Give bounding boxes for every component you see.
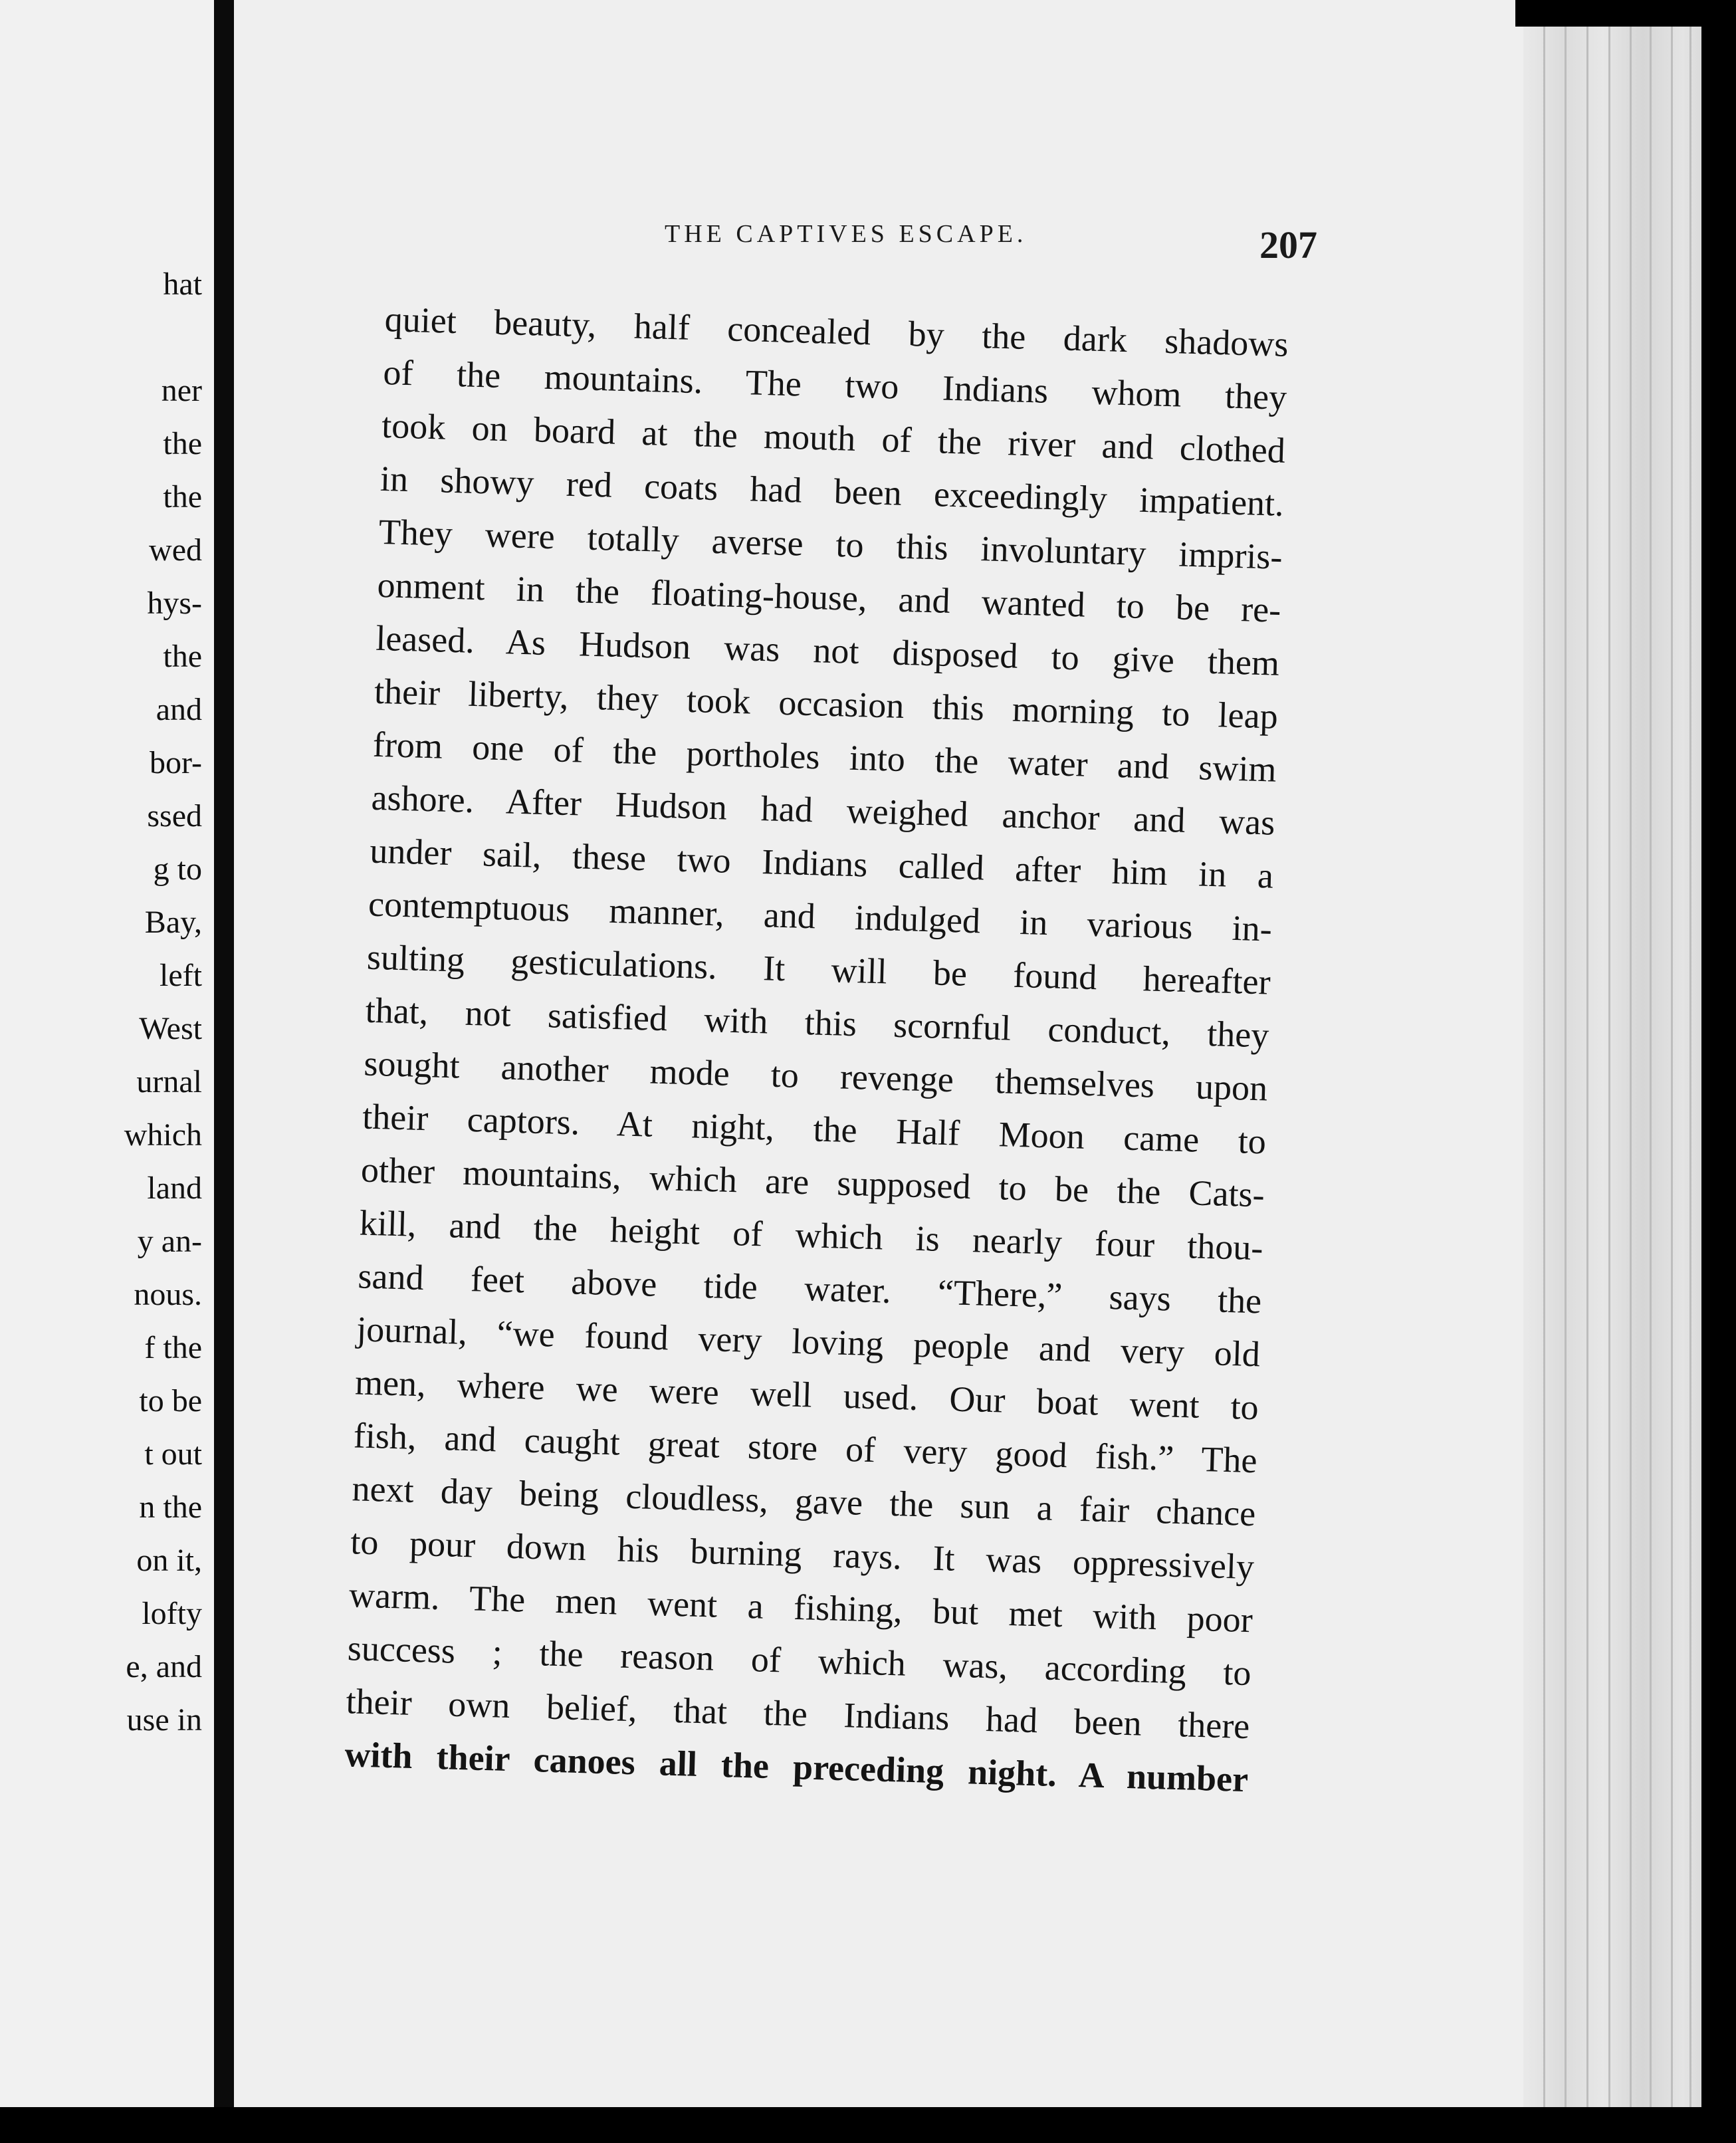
text-line: their captors. At night, the Half Moon came to <box>362 1096 1267 1162</box>
left-page-line: g to <box>153 851 202 887</box>
left-page-line: which <box>124 1117 202 1153</box>
body-text <box>344 292 1329 1807</box>
left-page-line: the <box>163 639 202 674</box>
left-page-line: n the <box>139 1490 202 1525</box>
text-line: onment in the floating-house, and wanted to be re- <box>376 564 1282 630</box>
text-line: ashore. After Hudson had weighed anchor and was <box>370 777 1276 843</box>
left-page-line: bor- <box>149 745 202 780</box>
text-line: from one of the portholes into the water and swim <box>372 724 1277 790</box>
left-page-line: f the <box>144 1330 202 1365</box>
text-line: contemptuous manner, and indulged in various in- <box>368 883 1273 949</box>
left-page-line: e, and <box>126 1649 202 1684</box>
left-page-line: lofty <box>142 1596 202 1631</box>
scan-border-right <box>1701 0 1736 2143</box>
left-page-fragment <box>0 0 214 2143</box>
running-header: THE CAPTIVES ESCAPE. <box>665 220 1028 248</box>
text-line: other mountains, which are supposed to be the Cats- <box>360 1149 1265 1215</box>
text-line: in showy red coats had been exceedingly impatient. <box>380 458 1285 524</box>
left-page-line: hys- <box>147 586 202 621</box>
left-page-line: Bay, <box>144 905 202 940</box>
scan-border-bottom <box>0 2107 1736 2143</box>
left-page-line: nous. <box>134 1277 202 1312</box>
text-line: with their canoes all the preceding night. A number <box>344 1734 1249 1800</box>
left-page-line: wed <box>149 532 202 568</box>
left-page-line: West <box>139 1011 202 1046</box>
left-page-line: hat <box>163 267 202 302</box>
left-page-line: use in <box>126 1702 202 1738</box>
text-line: They were totally averse to this involuntary impris- <box>378 511 1283 577</box>
book-gutter <box>214 0 234 2143</box>
left-page-line: land <box>147 1171 202 1206</box>
text-line: their own belief, that the Indians had been there <box>345 1681 1251 1747</box>
text-line: under sail, these two Indians called after him in a <box>369 830 1274 896</box>
page-number: 207 <box>1259 223 1317 267</box>
text-line: men, where we were well used. Our boat went to <box>354 1362 1259 1428</box>
text-line: of the mountains. The two Indians whom they <box>382 352 1287 417</box>
left-page-line: t out <box>144 1436 202 1472</box>
left-page-line: on it, <box>136 1543 202 1578</box>
text-line: leased. As Hudson was not disposed to give them <box>375 618 1280 683</box>
left-page-line: the <box>163 426 202 461</box>
text-line: success ; the reason of which was, according to <box>347 1628 1252 1694</box>
left-page-line: ner <box>161 373 202 408</box>
text-line: that, not satisfied with this scornful conduct, they <box>365 990 1270 1056</box>
left-page-line: ssed <box>147 798 202 834</box>
text-line: their liberty, they took occasion this morning to leap <box>374 671 1279 736</box>
text-line: quiet beauty, half concealed by the dark shadows <box>384 298 1289 364</box>
text-line: sulting gesticulations. It will be found hereafter <box>366 937 1271 1002</box>
text-line: journal, “we found very loving people and very old <box>356 1309 1261 1375</box>
text-line: to pour down his burning rays. It was oppressively <box>350 1522 1255 1587</box>
text-line: took on board at the mouth of the river and clothed <box>381 405 1286 471</box>
text-line: kill, and the height of which is nearly four thou- <box>359 1202 1264 1268</box>
text-line: sought another mode to revenge themselves upon <box>363 1043 1268 1109</box>
left-page-line: to be <box>139 1383 202 1418</box>
page-block-edges <box>1523 27 1728 2134</box>
text-line: fish, and caught great store of very good fish.” The <box>353 1415 1258 1481</box>
left-page-line: and <box>156 692 202 727</box>
left-page-line: the <box>163 479 202 514</box>
left-page-line: left <box>160 958 202 993</box>
left-page-line: y an- <box>137 1224 202 1259</box>
text-line: warm. The men went a fishing, but met with poor <box>348 1575 1253 1640</box>
text-line: next day being cloudless, gave the sun a fair chance <box>351 1468 1257 1534</box>
left-page-line: urnal <box>136 1064 202 1099</box>
text-line: sand feet above tide water. “There,” says the <box>357 1256 1262 1321</box>
